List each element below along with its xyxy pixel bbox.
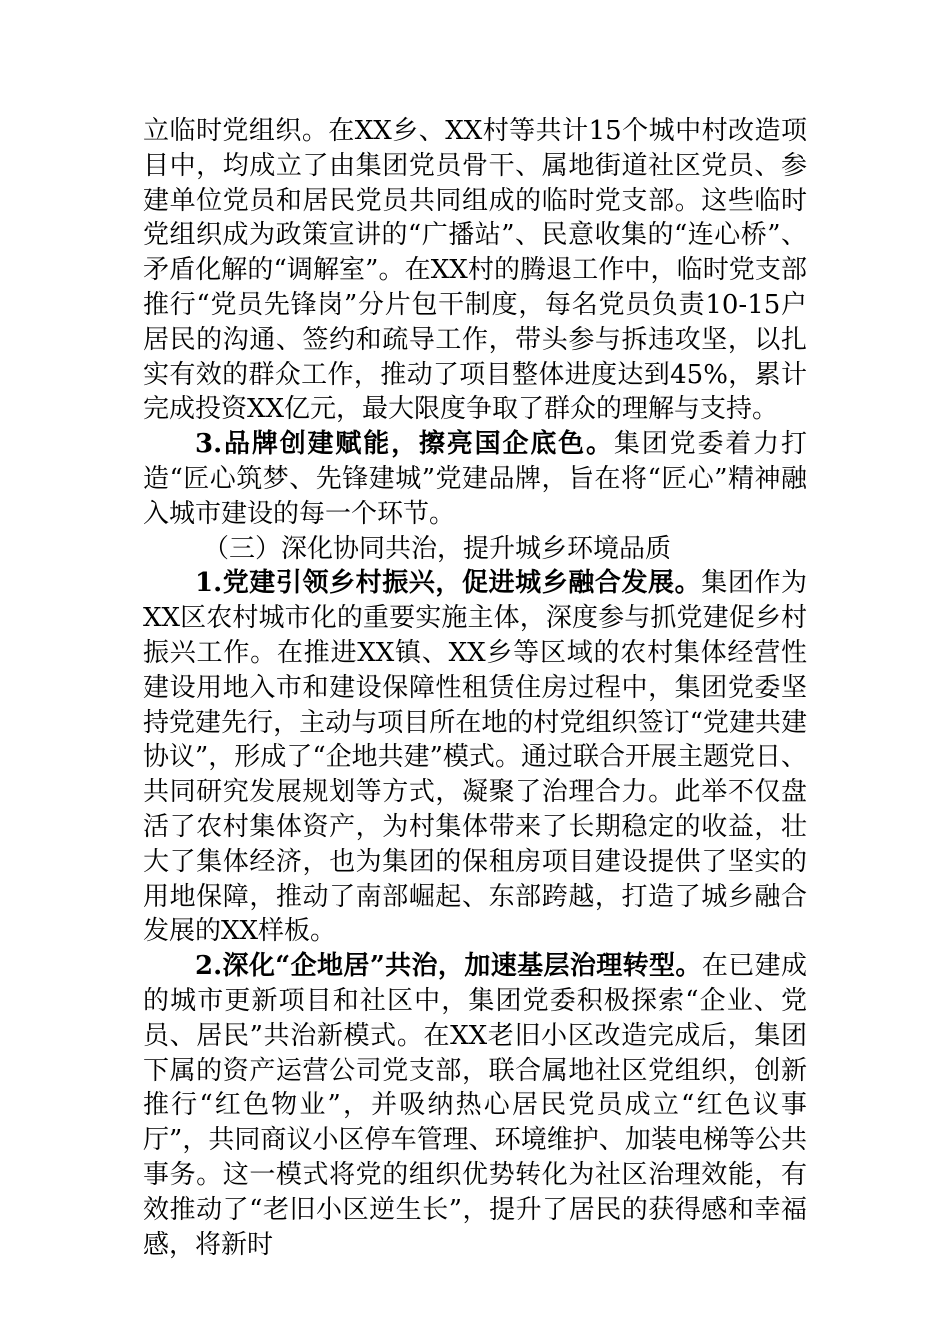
paragraph-lead-title: 1.党建引领乡村振兴，促进城乡融合发展。	[195, 568, 702, 599]
paragraph-rural-revitalization	[143, 566, 807, 949]
section-heading	[143, 532, 807, 567]
section-heading-text: （三）深化协同共治，提升城乡环境品质	[203, 533, 672, 564]
paragraph-text: 集团党委着力打造“匠心筑梦、先锋建城”党建品牌，旨在将“匠心”精神融入城市建设的每一个环节。	[143, 429, 807, 529]
paragraph-text: 在已建成的城市更新项目和社区中，集团党委积极探索“企业、党员、居民”共治新模式。在XX老旧小区改造完成后，集团下属的资产运营公司党支部，联合属地社区党组织，创新推行“红色物业”，并吸纳热心居民党员成立“红色议事厅”，共同商议小区停车管理、环境维护、加装电梯等公共事务。这一模式将党的组织优势转化为社区治理效能，有效推动了“老旧小区逆生长”，提升了居民的获得感和幸福感，将新时	[143, 951, 807, 1260]
paragraph-brand-building	[143, 427, 807, 531]
paragraph-text: 立临时党组织。在XX乡、XX村等共计15个城中村改造项目中，均成立了由集团党员骨干、属地街道社区党员、参建单位党员和居民党员共同组成的临时党支部。这些临时党组织成为政策宣讲的“广播站”、民意收集的“连心桥”、矛盾化解的“调解室”。在XX村的腾退工作中，临时党支部推行“党员先锋岗”分片包干制度，每名党员负责10-15户居民的沟通、签约和疏导工作，带头参与拆违攻坚，以扎实有效的群众工作，推动了项目整体进度达到45%，累计完成投资XX亿元，最大限度争取了群众的理解与支持。	[143, 116, 807, 425]
paragraph-text: 集团作为XX区农村城市化的重要实施主体，深度参与抓党建促乡村振兴工作。在推进XX镇、XX乡等区域的农村集体经营性建设用地入市和建设保障性租赁住房过程中，集团党委坚持党建先行，主动与项目所在地的村党组织签订“党建共建协议”，形成了“企地共建”模式。通过联合开展主题党日、共同研究发展规划等方式，凝聚了治理合力。此举不仅盘活了农村集体资产，为村集体带来了长期稳定的收益，壮大了集体经济，也为集团的保租房项目建设提供了坚实的用地保障，推动了南部崛起、东部跨越，打造了城乡融合发展的XX样板。	[143, 568, 807, 947]
document-page	[143, 114, 807, 1262]
paragraph-community-governance	[143, 949, 807, 1262]
paragraph-temporary-party-organization	[143, 114, 807, 427]
paragraph-lead-title: 3.品牌创建赋能，擦亮国企底色。	[195, 429, 614, 460]
paragraph-lead-title: 2.深化“企地居”共治，加速基层治理转型。	[195, 951, 702, 982]
